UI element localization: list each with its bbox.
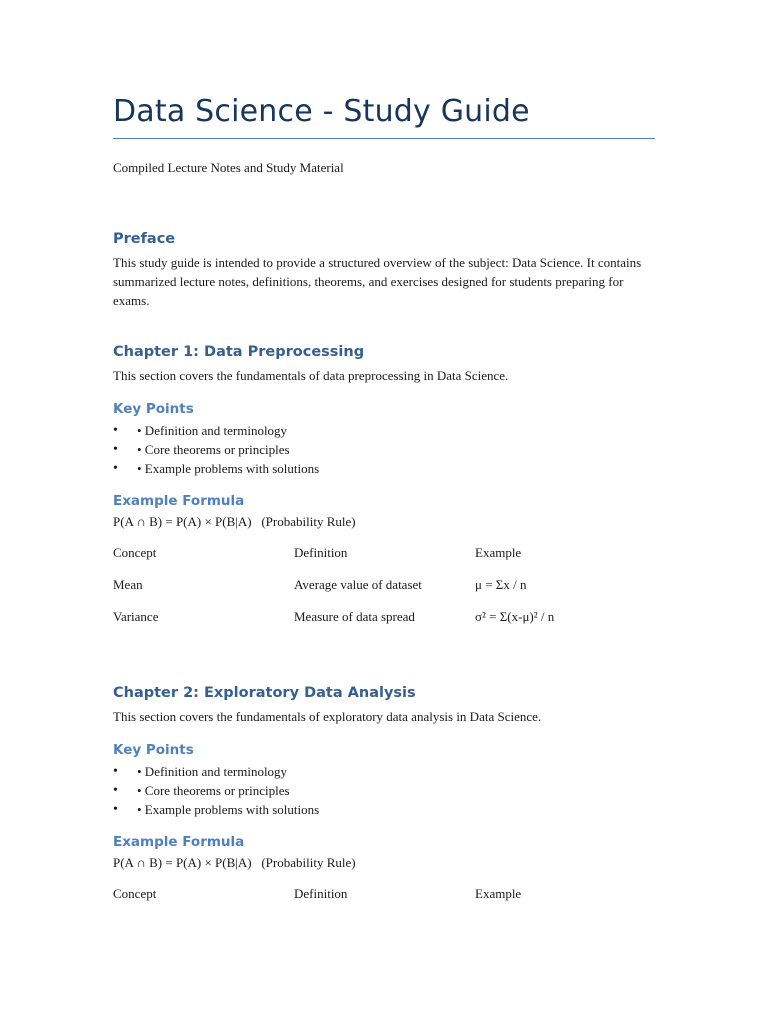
chapter-1-formula-heading: Example Formula bbox=[113, 493, 245, 509]
preface-heading: Preface bbox=[113, 231, 176, 247]
chapter-2-formula: P(A ∩ B) = P(A) × P(B|A) (Probability Rule) bbox=[113, 855, 356, 870]
list-item: • • Definition and terminology bbox=[113, 423, 288, 438]
table-row bbox=[113, 609, 655, 641]
chapter-2-intro: This section covers the fundamentals of exploratory data analysis in Data Science. bbox=[113, 709, 542, 724]
chapter-1-key-points-heading: Key Points bbox=[113, 401, 194, 417]
table-cell: Average value of dataset bbox=[294, 577, 422, 592]
list-item: • • Example problems with solutions bbox=[113, 802, 320, 817]
list-item: • • Definition and terminology bbox=[113, 764, 288, 779]
chapter-1-key-points bbox=[113, 421, 655, 478]
table-header-cell: Example bbox=[475, 545, 522, 560]
bullet-icon: • bbox=[113, 802, 118, 817]
table-header-row bbox=[113, 886, 655, 918]
bullet-icon: • bbox=[113, 783, 118, 798]
chapter-1-heading: Chapter 1: Data Preprocessing bbox=[113, 344, 365, 360]
bullet-icon: • bbox=[113, 442, 118, 457]
chapter-2-formula-heading: Example Formula bbox=[113, 834, 245, 850]
chapter-2-key-points bbox=[113, 762, 655, 819]
document-subtitle: Compiled Lecture Notes and Study Material bbox=[113, 160, 344, 175]
table-header-cell: Definition bbox=[294, 886, 348, 901]
chapter-2-concept-table bbox=[113, 886, 655, 918]
chapter-2-heading: Chapter 2: Exploratory Data Analysis bbox=[113, 685, 416, 701]
preface-text: This study guide is intended to provide a structured overview of the subject: Data Science. It contains summarized lecture notes, definitions, theorems, and exercises designed for students preparing for exams. bbox=[113, 255, 642, 308]
list-item: • • Core theorems or principles bbox=[113, 783, 290, 798]
document-content bbox=[113, 92, 655, 918]
table-cell: σ² = Σ(x-μ)² / n bbox=[475, 609, 555, 624]
chapter-1-formula: P(A ∩ B) = P(A) × P(B|A) (Probability Rule) bbox=[113, 514, 356, 529]
title-underline bbox=[113, 138, 655, 139]
chapter-2-key-points-heading: Key Points bbox=[113, 742, 194, 758]
document-title: Data Science - Study Guide bbox=[113, 94, 530, 129]
table-header-cell: Example bbox=[475, 886, 522, 901]
table-cell: μ = Σx / n bbox=[475, 577, 527, 592]
table-cell: Variance bbox=[113, 609, 159, 624]
table-header-cell: Concept bbox=[113, 886, 157, 901]
bullet-icon: • bbox=[113, 764, 118, 779]
list-item: • • Core theorems or principles bbox=[113, 442, 290, 457]
table-header-cell: Concept bbox=[113, 545, 157, 560]
table-header-row bbox=[113, 545, 655, 577]
table-row bbox=[113, 577, 655, 609]
bullet-icon: • bbox=[113, 461, 118, 476]
list-item: • • Example problems with solutions bbox=[113, 461, 320, 476]
bullet-icon: • bbox=[113, 423, 118, 438]
table-cell: Mean bbox=[113, 577, 143, 592]
chapter-1-concept-table bbox=[113, 545, 655, 641]
table-header-cell: Definition bbox=[294, 545, 348, 560]
chapter-1-intro: This section covers the fundamentals of data preprocessing in Data Science. bbox=[113, 368, 509, 383]
table-cell: Measure of data spread bbox=[294, 609, 415, 624]
